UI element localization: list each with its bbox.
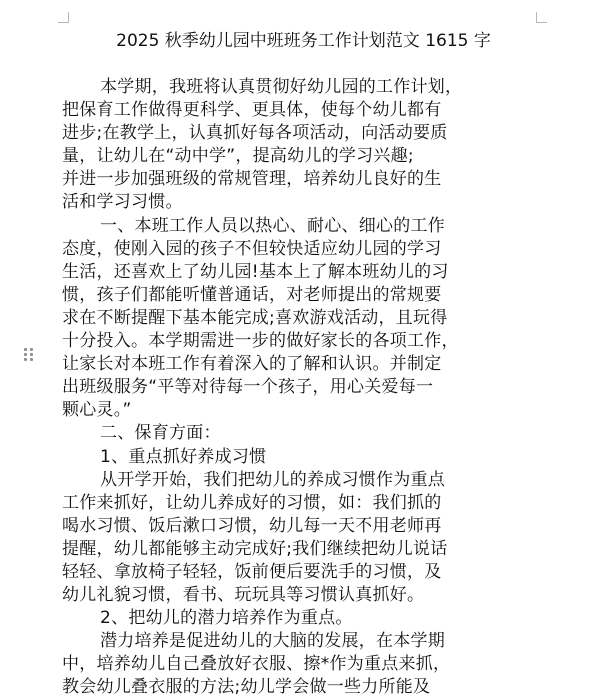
body-line: 中，培养幼儿自己叠放好衣服、擦*作为重点来抓， <box>62 654 451 675</box>
body-line: 出班级服务“平等对待每一个孩子，用心关爱每一 <box>62 377 434 398</box>
body-line: 让家长对本班工作有着深入的了解和认识。并制定 <box>62 354 442 375</box>
body-line: 从开学开始，我们把幼儿的养成习惯作为重点 <box>100 469 445 490</box>
body-line: 二、保育方面： <box>100 423 221 444</box>
page-corner-mark-top-right <box>536 12 547 23</box>
body-line: 求在不断提醒下基本能完成;喜欢游戏活动，且玩得 <box>62 307 448 328</box>
body-line: 十分投入。本学期需进一步的做好家长的各项工作， <box>62 331 459 352</box>
body-line: 潜力培养是促进幼儿的大脑的发展，在本学期 <box>100 631 445 652</box>
body-line: 进步;在教学上，认真抓好每各项活动，向活动要质 <box>62 123 448 144</box>
body-line: 惯，孩子们都能听懂普通话，对老师提出的常规要 <box>62 284 442 305</box>
body-line: 活和学习习惯。 <box>62 192 183 213</box>
body-line: 并进一步加强班级的常规管理，培养幼儿良好的生 <box>62 169 442 190</box>
drag-handle-icon[interactable] <box>24 348 34 362</box>
body-line: 生活，还喜欢上了幼儿园!基本上了解本班幼儿的习 <box>62 261 449 282</box>
body-line: 提醒，幼儿都能够主动完成好;我们继续把幼儿说话 <box>62 538 448 559</box>
body-line: 工作来抓好，让幼儿养成好的习惯，如：我们抓的 <box>62 492 442 513</box>
document-body <box>62 76 542 700</box>
body-line: 教会幼儿叠衣服的方法;幼儿学会做一些力所能及 <box>62 677 431 698</box>
body-line: 喝水习惯、饭后漱口习惯，幼儿每一天不用老师再 <box>62 515 442 536</box>
body-line: 幼儿礼貌习惯，看书、玩玩具等习惯认真抓好。 <box>62 585 425 606</box>
body-line: 把保育工作做得更科学、更具体，使每个幼儿都有 <box>62 100 442 121</box>
body-line: 1、重点抓好养成习惯 <box>100 446 267 467</box>
document-title: 2025 秋季幼儿园中班班务工作计划范文 1615 字 <box>116 31 491 51</box>
page-corner-mark-top-left <box>58 12 69 23</box>
body-line: 颗心灵。” <box>62 400 132 421</box>
body-line: 量，让幼儿在“动中学”，提高幼儿的学习兴趣; <box>62 146 414 167</box>
body-line: 轻轻、拿放椅子轻轻，饭前便后要洗手的习惯，及 <box>62 561 442 582</box>
body-line: 2、把幼儿的潜力培养作为重点。 <box>100 608 353 629</box>
body-line: 态度，使刚入园的孩子不但较快适应幼儿园的学习 <box>62 238 442 259</box>
body-line: 本学期，我班将认真贯彻好幼儿园的工作计划， <box>100 77 463 97</box>
body-line: 一、本班工作人员以热心、耐心、细心的工作 <box>100 215 445 236</box>
